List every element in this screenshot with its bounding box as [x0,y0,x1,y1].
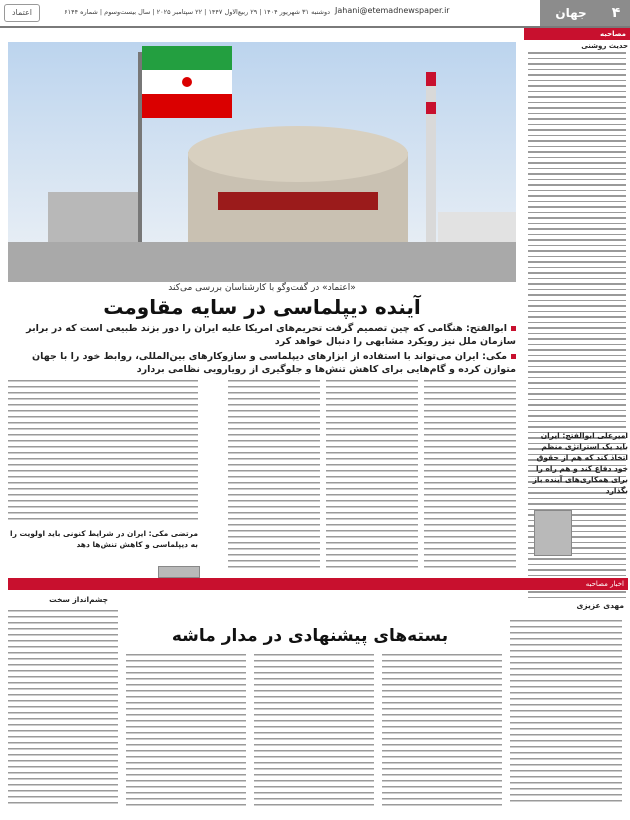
sidebar-title: حدیث روشنی [581,42,628,50]
bottom-lines [8,610,622,815]
section-label: جهان [540,0,602,26]
masthead-bar [0,0,630,28]
text-column-1 [424,380,516,576]
column-1-lines [424,380,516,576]
quote-left: مرتضی مکی: ایران در شرایط کنونی باید اولویت را به دیپلماسی و کاهش تنش‌ها دهد [10,529,198,549]
sidebar-tag: مصاحبه [524,28,630,40]
article-subhead-1 [22,322,516,348]
dateline: دوشنبه ۳۱ شهریور ۱۴۰۴ | ۲۹ ربیع‌الاول ۱۴۴۷ | ۲۲ سپتامبر ۲۰۲۵ | سال بیست‌وسوم | شماره ۶۱۴۴ [64,8,330,16]
column-3-lines [228,380,320,576]
nuclear-plant-photo [8,42,516,282]
bottom-right-label: مهدی عزیزی [576,601,624,610]
article-headline: آینده دیپلماسی در سایه مقاومت [103,295,421,319]
text-column-left [8,380,198,576]
nuclear-plant-illustration [8,42,516,282]
author-photo-right [534,510,572,556]
newspaper-logo: اعتماد [4,4,40,22]
subhead-2-text: مکی: ایران می‌تواند با استفاده از ابزارهای دیپلماسی و سازوکارهای بین‌المللی، روابط خود را با جهان متوازن کرده و گام‌هایی برای کاهش تنش‌ها و جلوگیری از رویارویی نظامی بردارد [32,351,516,375]
article-subhead-2 [22,350,516,376]
quote-right: امیرعلی ابوالفتح: ایران باید یک استراتژی منظم اتخاذ کند که هم از حقوق خود دفاع کند و هم راه را برای همکاری‌های آینده باز بگذارد [532,431,628,495]
text-column-3 [228,380,320,576]
article-kicker: «اعتماد» در گفت‌وگو با کارشناسان بررسی می‌کند [168,283,356,293]
quote-right-box [524,430,630,576]
bottom-left-label: چشم‌انداز سخت [49,595,108,604]
bottom-section-tag: اخبار مصاحبه [8,578,628,590]
column-2-lines [326,380,418,576]
text-column-2 [326,380,418,576]
page-number: ۴ [602,0,630,26]
bottom-headline: بسته‌های پیشنهادی در مدار ماشه [171,626,449,646]
author-photo-left [158,566,200,578]
subhead-1-text: ابوالفتح: هنگامی که چین تصمیم گرفت تحریم‌های امریکا علیه ایران را دور بزند طبیعی است که در برابر سازمان ملل نیز رویکرد مشابهی را دنبال خواهد کرد [26,323,516,347]
column-left-lines [8,380,198,526]
section-email: Jahani@etemadnewspaper.ir [335,6,450,15]
bullet-square-icon [511,354,516,359]
bottom-text-block [8,610,622,815]
bullet-square-icon [511,326,516,331]
